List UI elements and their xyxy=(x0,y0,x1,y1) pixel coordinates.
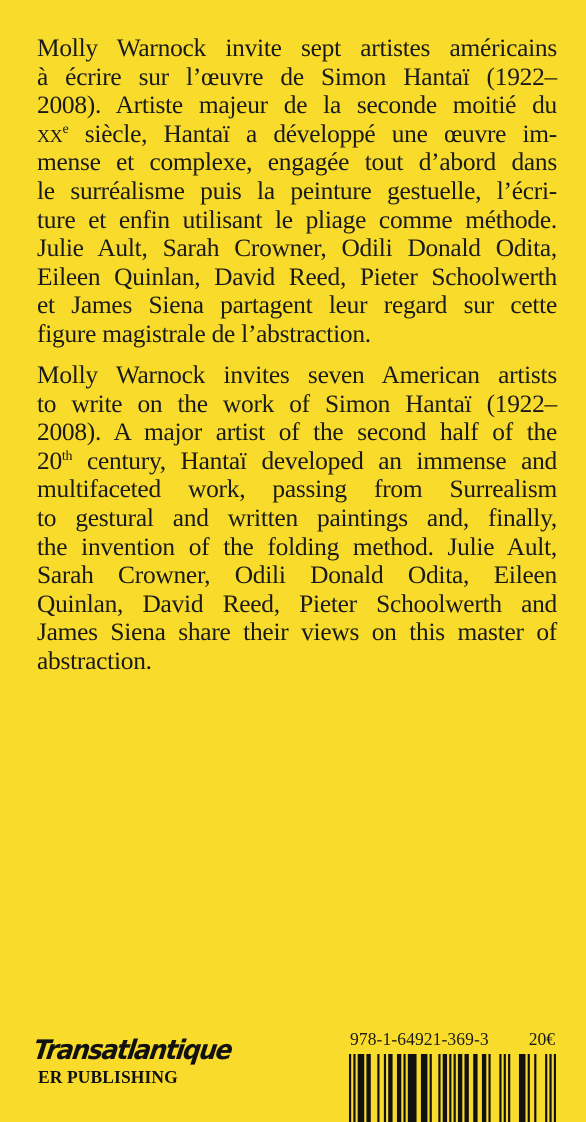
barcode-bar-10 xyxy=(421,1054,428,1122)
barcode-bar-26 xyxy=(534,1054,536,1122)
en-line-7: the invention of the folding method. Julie Ault, xyxy=(37,532,557,561)
barcode-bar-25 xyxy=(528,1054,530,1122)
en-line-5: multifaceted work, passing from Surrealism xyxy=(37,475,557,504)
barcode-bar-12 xyxy=(438,1054,440,1122)
price-label: 20€ xyxy=(528,1029,555,1049)
barcode-bar-1 xyxy=(353,1054,355,1122)
fr-line-6: le surréalisme puis la peinture gestuelle, l’écri- xyxy=(37,176,557,205)
en-line-4 xyxy=(37,447,557,476)
barcode-bar-23 xyxy=(508,1054,510,1122)
fr-line-1: Molly Warnock invite sept artistes américains xyxy=(37,34,557,62)
fr-line-8: Julie Ault, Sarah Crowner, Odili Donald Odita, xyxy=(37,234,557,263)
fr-line-9: Eileen Quinlan, David Reed, Pieter Schoolwerth xyxy=(37,262,557,291)
barcode-bar-4 xyxy=(377,1054,379,1122)
barcode-bar-0 xyxy=(349,1054,351,1122)
century-suffix-fr: e xyxy=(62,121,69,137)
fr-line-4 xyxy=(37,120,557,149)
barcode-bar-3 xyxy=(366,1054,370,1122)
barcode xyxy=(349,1054,556,1122)
barcode-bar-2 xyxy=(358,1054,365,1122)
barcode-bar-27 xyxy=(545,1054,547,1122)
en-line-2: to write on the work of Simon Hantaï (1922– xyxy=(37,389,557,418)
en-line-8: Sarah Crowner, Odili Donald Odita, Eileen xyxy=(37,561,557,590)
barcode-bar-15 xyxy=(454,1054,456,1122)
publisher-name: ER PUBLISHING xyxy=(38,1067,178,1087)
barcode-bar-6 xyxy=(388,1054,392,1122)
barcode-bar-5 xyxy=(384,1054,386,1122)
en-line-10: James Siena share their views on this master of xyxy=(37,618,557,647)
barcode-bar-18 xyxy=(473,1054,477,1122)
barcode-bar-14 xyxy=(449,1054,451,1122)
barcode-bar-28 xyxy=(549,1054,551,1122)
isbn-number: 978-1-64921-369-3 xyxy=(350,1029,489,1049)
barcode-bar-29 xyxy=(554,1054,556,1122)
en-line-1: Molly Warnock invites seven American artists xyxy=(37,361,557,389)
en-line-11: abstraction. xyxy=(37,646,152,675)
en-line-3: 2008). A major artist of the second half of the xyxy=(37,418,557,447)
english-description xyxy=(37,361,557,676)
fr-line-10: et James Siena partagent leur regard sur cette xyxy=(37,291,557,320)
barcode-bar-16 xyxy=(458,1054,462,1122)
barcode-bar-13 xyxy=(443,1054,447,1122)
en-line-6: to gestural and written paintings and, finally, xyxy=(37,503,557,532)
barcode-bar-9 xyxy=(408,1054,417,1122)
barcode-bar-24 xyxy=(519,1054,526,1122)
barcode-bar-7 xyxy=(397,1054,401,1122)
publisher-wordmark: Transatlantique xyxy=(31,1034,234,1066)
fr-line-2: à écrire sur l’œuvre de Simon Hantaï (1922– xyxy=(37,62,557,91)
barcode-bar-20 xyxy=(488,1054,490,1122)
century-roman: xx xyxy=(37,119,63,148)
century-suffix-en: th xyxy=(61,448,73,464)
en-line-9: Quinlan, David Reed, Pieter Schoolwerth and xyxy=(37,589,557,618)
publisher-logo xyxy=(31,1034,234,1090)
century-number: 20 xyxy=(37,446,62,475)
barcode-bar-17 xyxy=(464,1054,468,1122)
barcode-bar-19 xyxy=(482,1054,486,1122)
fr-line-4-text: siècle, Hantaï a développé une œuvre im- xyxy=(84,119,557,148)
french-description xyxy=(37,34,557,349)
en-line-4-text: century, Hantaï developed an immense and xyxy=(87,446,557,475)
barcode-bar-22 xyxy=(504,1054,506,1122)
fr-line-7: ture et enfin utilisant le pliage comme méthode. xyxy=(37,205,557,234)
barcode-bar-8 xyxy=(403,1054,405,1122)
barcode-bar-21 xyxy=(499,1054,501,1122)
fr-line-5: mense et complexe, engagée tout d’abord dans xyxy=(37,148,557,177)
fr-line-3: 2008). Artiste majeur de la seconde moitié du xyxy=(37,91,557,120)
barcode-bar-11 xyxy=(430,1054,432,1122)
fr-line-11: figure magistrale de l’abstraction. xyxy=(37,319,371,348)
